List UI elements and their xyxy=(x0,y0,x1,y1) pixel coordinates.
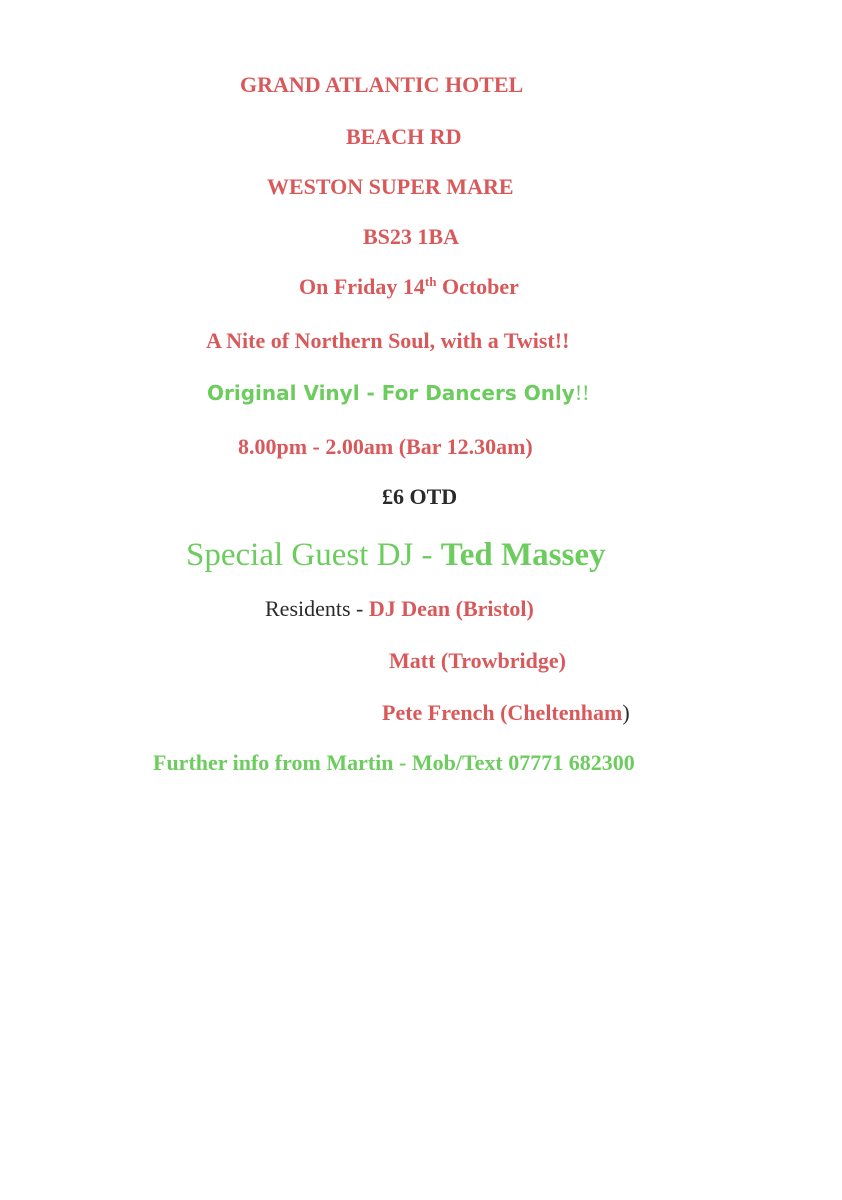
venue-name: GRAND ATLANTIC HOTEL xyxy=(240,72,524,97)
residents-label: Residents - xyxy=(265,596,369,621)
guest-name: Ted Massey xyxy=(440,537,606,573)
resident-dj-3-close: ) xyxy=(622,700,630,725)
guest-label: Special Guest DJ - xyxy=(186,537,441,573)
guest-dj xyxy=(186,536,606,574)
resident-dj-2: Matt (Trowbridge) xyxy=(389,648,566,673)
vinyl-line xyxy=(207,380,589,406)
venue-postcode: BS23 1BA xyxy=(363,224,459,249)
date-month: October xyxy=(436,274,519,299)
venue-town: WESTON SUPER MARE xyxy=(267,174,514,199)
vinyl-text: Original Vinyl - For Dancers Only xyxy=(207,381,575,405)
venue-street: BEACH RD xyxy=(346,124,462,149)
date-prefix: On Friday 14 xyxy=(299,274,425,299)
event-tagline: A Nite of Northern Soul, with a Twist!! xyxy=(206,328,570,353)
event-price: £6 OTD xyxy=(382,484,458,509)
further-info: Further info from Martin - Mob/Text 07771 682300 xyxy=(153,750,635,775)
event-date xyxy=(299,274,519,300)
residents-line xyxy=(265,596,534,622)
resident-dj-1: DJ Dean (Bristol) xyxy=(368,596,534,621)
resident-dj-3-text: Pete French (Cheltenham xyxy=(382,700,623,725)
event-times: 8.00pm - 2.00am (Bar 12.30am) xyxy=(238,434,533,459)
resident-dj-3 xyxy=(382,700,630,726)
vinyl-exclaim: !! xyxy=(574,380,590,405)
date-suffix: th xyxy=(424,274,437,289)
